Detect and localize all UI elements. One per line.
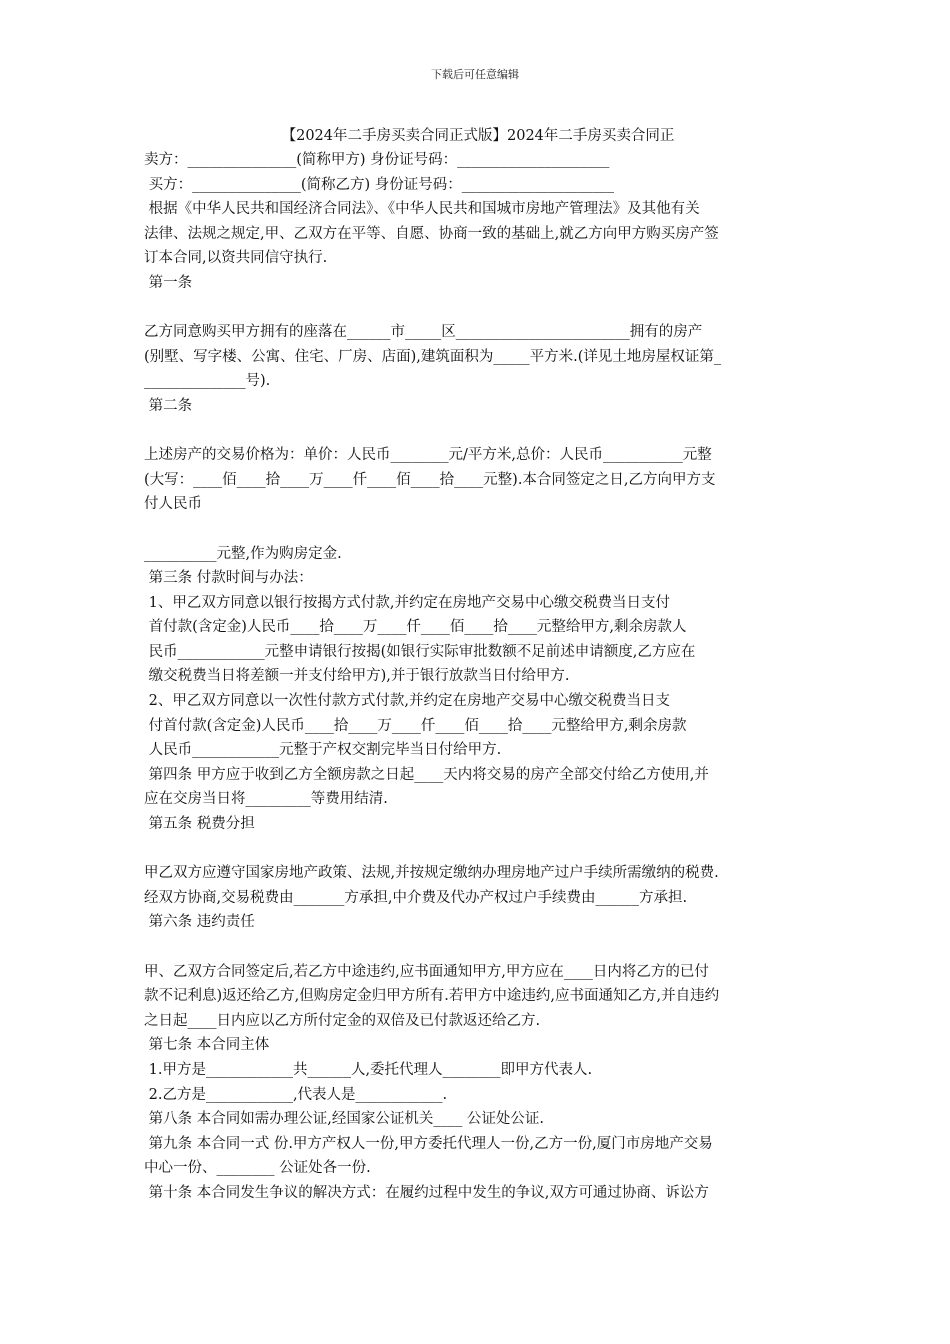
contract-line: 订本合同,以资共同信守执行. <box>144 250 328 267</box>
blank-line <box>144 517 812 542</box>
contract-line: 乙方同意购买甲方拥有的座落在______市_____区________________________拥有的房产 <box>144 324 703 341</box>
contract-line: 第五条 税费分担 <box>144 816 255 833</box>
contract-line: 甲乙双方应遵守国家房地产政策、法规,并按规定缴纳办理房地产过户手续所需缴纳的税费. <box>144 865 719 882</box>
contract-line: 款不记利息)返还给乙方,但购房定金归甲方所有.若甲方中途违约,应书面通知乙方,并自违约 <box>144 988 720 1005</box>
contract-line: 买方：_______________(简称乙方) 身份证号码：_____________________ <box>144 176 615 193</box>
document-title: 【2024年二手房买卖合同正式版】2024年二手房买卖合同正 <box>281 128 675 144</box>
contract-line: 民币____________元整申请银行按揭(如银行实际审批数额不足前述申请额度,乙方应在 <box>144 643 696 660</box>
contract-line: __________元整,作为购房定金. <box>144 545 342 562</box>
contract-line: 之日起____日内应以乙方所付定金的双倍及已付款返还给乙方. <box>144 1012 541 1029</box>
header-watermark: 下载后可任意编辑 <box>431 68 519 81</box>
contract-line: 第九条 本合同一式 份.甲方产权人一份,甲方委托代理人一份,乙方一份,厦门市房地产交易 <box>144 1135 713 1152</box>
contract-line: 第八条 本合同如需办理公证,经国家公证机关____ 公证处公证. <box>144 1111 545 1128</box>
contract-line: 付人民币 <box>144 496 202 513</box>
blank-line <box>144 935 812 960</box>
contract-line: ______________号). <box>144 373 271 390</box>
contract-line: 首付款(含定金)人民币____拾____万____仟____佰____拾____元整给甲方,剩余房款人 <box>144 619 687 636</box>
contract-line: 上述房产的交易价格为：单价：人民币________元/平方米,总价：人民币___________元整 <box>144 447 712 464</box>
contract-line: 卖方：_______________(简称甲方) 身份证号码：_____________________ <box>144 152 610 168</box>
contract-line: 第十条 本合同发生争议的解决方式：在履约过程中发生的争议,双方可通过协商、诉讼方 <box>144 1184 709 1201</box>
contract-line: 第四条 甲方应于收到乙方全额房款之日起____天内将交易的房产全部交付给乙方使用,并 <box>144 766 709 783</box>
blank-line <box>144 296 812 321</box>
contract-line: (大写：____佰____拾____万____仟____佰____拾____元整).本合同签定之日,乙方向甲方支 <box>144 471 716 488</box>
contract-line: 2、甲乙双方同意以一次性付款方式付款,并约定在房地产交易中心缴交税费当日支 <box>144 693 670 710</box>
contract-line: 付首付款(含定金)人民币____拾____万____仟____佰____拾____元整给甲方,剩余房款 <box>144 717 687 734</box>
contract-line: 1、甲乙双方同意以银行按揭方式付款,并约定在房地产交易中心缴交税费当日支付 <box>144 594 670 611</box>
contract-line: 甲、乙双方合同签定后,若乙方中途违约,应书面通知甲方,甲方应在____日内将乙方的已付 <box>144 963 709 980</box>
contract-line: 1.甲方是____________共______人,委托代理人________即甲方代表人. <box>144 1061 593 1078</box>
contract-line: 应在交房当日将_________等费用结清. <box>144 791 388 808</box>
blank-line <box>144 837 812 862</box>
blank-line <box>144 419 812 444</box>
contract-body <box>144 124 812 1206</box>
contract-line: (别墅、写字楼、公寓、住宅、厂房、店面),建筑面积为_____平方米.(详见土地房屋权证第_ <box>144 348 722 365</box>
contract-line: 第三条 付款时间与办法： <box>144 570 313 587</box>
contract-line: 中心一份、________ 公证处各一份. <box>144 1160 371 1177</box>
contract-line: 第二条 <box>144 397 193 414</box>
contract-line: 人民币____________元整于产权交割完毕当日付给甲方. <box>144 742 502 759</box>
contract-line: 法律、法规之规定,甲、乙双方在平等、自愿、协商一致的基础上,就乙方向甲方购买房产签 <box>144 225 719 242</box>
contract-line: 第六条 违约责任 <box>144 914 255 931</box>
contract-line: 第七条 本合同主体 <box>144 1037 270 1054</box>
contract-line: 经双方协商,交易税费由_______方承担,中介费及代办产权过户手续费由______方承担. <box>144 889 688 906</box>
contract-line: 第一条 <box>144 274 193 291</box>
contract-line: 2.乙方是____________,代表人是____________. <box>144 1086 448 1103</box>
contract-line: 根据《中华人民共和国经济合同法》、《中华人民共和国城市房地产管理法》及其他有关 <box>144 201 700 218</box>
contract-line: 缴交税费当日将差额一并支付给甲方),并于银行放款当日付给甲方. <box>144 668 570 685</box>
